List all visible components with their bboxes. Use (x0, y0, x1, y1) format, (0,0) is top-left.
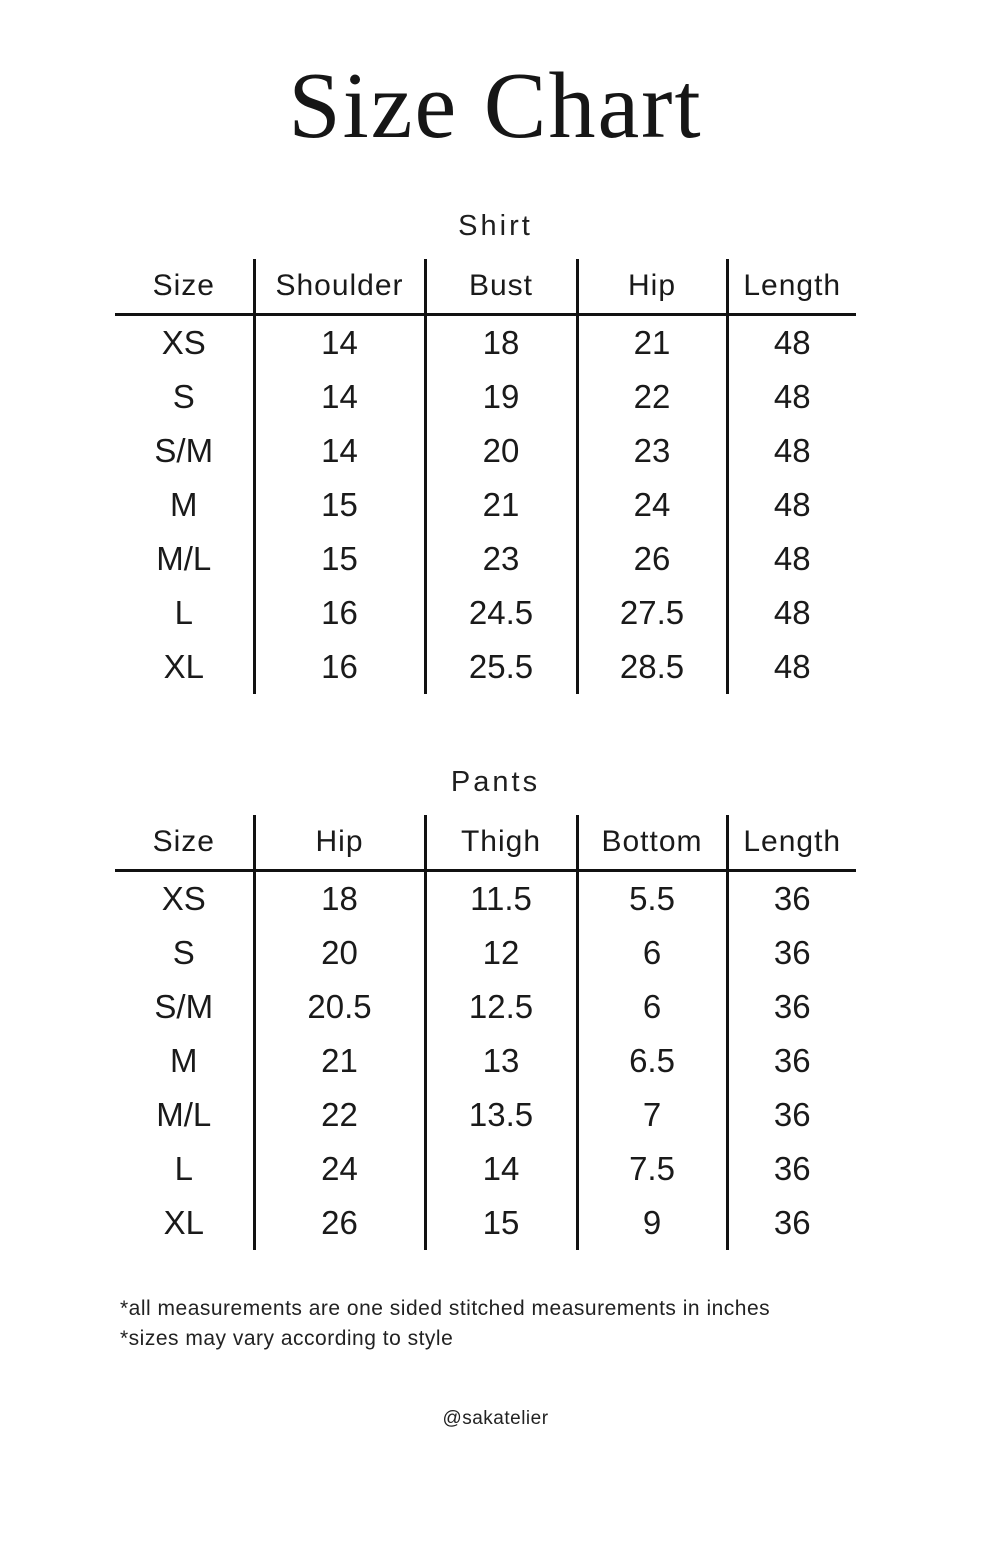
table-cell: 20.5 (254, 980, 425, 1034)
table-cell: 14 (425, 1142, 577, 1196)
table-cell: 36 (727, 1088, 856, 1142)
table-cell: 9 (577, 1196, 727, 1250)
table-row (115, 871, 856, 927)
table-cell: 24 (577, 478, 727, 532)
table-cell: XS (161, 880, 206, 918)
table-cell: S/M (154, 432, 214, 470)
table-cell: 24 (254, 1142, 425, 1196)
table-cell: 18 (425, 315, 577, 371)
table-cell: S (172, 378, 195, 416)
pants-size-table (115, 815, 856, 1250)
table-cell: 13.5 (425, 1088, 577, 1142)
table-cell: 22 (254, 1088, 425, 1142)
table-row (115, 926, 856, 980)
footnotes (120, 1294, 991, 1354)
shirt-header-row (115, 259, 856, 315)
header-cell: Length (727, 259, 856, 315)
table-cell: 21 (425, 478, 577, 532)
table-cell: 23 (577, 424, 727, 478)
table-cell: 48 (727, 532, 856, 586)
header-cell: Thigh (425, 815, 577, 871)
table-cell: S/M (154, 988, 214, 1026)
table-cell: 36 (727, 926, 856, 980)
shirt-section-title: Shirt (458, 210, 533, 243)
table-cell: 20 (425, 424, 577, 478)
table-cell: 36 (727, 980, 856, 1034)
table-cell: M (170, 486, 198, 524)
table-cell: 12.5 (425, 980, 577, 1034)
pants-section-title: Pants (450, 766, 541, 799)
table-row (115, 315, 856, 371)
table-row (115, 586, 856, 640)
table-cell: M (170, 1042, 198, 1080)
table-cell: 36 (727, 871, 856, 927)
table-cell: 48 (727, 478, 856, 532)
table-cell: 16 (254, 586, 425, 640)
table-row (115, 1088, 856, 1142)
table-cell: 26 (254, 1196, 425, 1250)
table-cell: S (172, 934, 195, 972)
table-cell: 19 (425, 370, 577, 424)
table-cell: 48 (727, 315, 856, 371)
table-cell: 26 (577, 532, 727, 586)
header-cell: Bust (425, 259, 577, 315)
table-cell: 15 (254, 532, 425, 586)
table-cell: 18 (254, 871, 425, 927)
header-cell: Shoulder (254, 259, 425, 315)
footnote-style-variation: *sizes may vary according to style (120, 1326, 454, 1350)
shirt-size-table (115, 259, 856, 694)
table-cell: 24.5 (425, 586, 577, 640)
table-row (115, 424, 856, 478)
header-cell: Hip (577, 259, 727, 315)
table-cell: 13 (425, 1034, 577, 1088)
table-cell: 11.5 (425, 871, 577, 927)
table-cell: 22 (577, 370, 727, 424)
brand-handle: @sakatelier (442, 1407, 549, 1429)
table-cell: 23 (425, 532, 577, 586)
table-cell: 6 (577, 926, 727, 980)
table-cell: 14 (254, 424, 425, 478)
table-cell: 48 (727, 424, 856, 478)
table-cell: 48 (727, 586, 856, 640)
header-cell: Hip (254, 815, 425, 871)
table-cell: 36 (727, 1196, 856, 1250)
table-cell: 21 (254, 1034, 425, 1088)
table-cell: 7 (577, 1088, 727, 1142)
table-cell: XS (161, 324, 206, 362)
table-cell: 12 (425, 926, 577, 980)
table-row (115, 1196, 856, 1250)
table-cell: 21 (577, 315, 727, 371)
table-cell: 15 (254, 478, 425, 532)
table-cell: 5.5 (577, 871, 727, 927)
table-cell: 48 (727, 640, 856, 694)
table-cell: 36 (727, 1142, 856, 1196)
table-row (115, 1142, 856, 1196)
table-cell: 6 (577, 980, 727, 1034)
header-cell: Size (115, 259, 254, 315)
footnote-measurements: *all measurements are one sided stitched measurements in inches (120, 1297, 771, 1321)
table-cell: 14 (254, 315, 425, 371)
table-cell: 27.5 (577, 586, 727, 640)
table-cell: M/L (156, 1096, 212, 1134)
table-row (115, 532, 856, 586)
table-cell: 25.5 (425, 640, 577, 694)
page-title: Size Chart (288, 54, 703, 158)
table-row (115, 980, 856, 1034)
table-cell: XL (163, 1204, 204, 1242)
table-cell: 6.5 (577, 1034, 727, 1088)
header-cell: Length (727, 815, 856, 871)
table-cell: 36 (727, 1034, 856, 1088)
table-row (115, 370, 856, 424)
table-cell: L (174, 1150, 193, 1188)
table-cell: 16 (254, 640, 425, 694)
table-row (115, 478, 856, 532)
table-cell: XL (163, 648, 204, 686)
table-cell: 15 (425, 1196, 577, 1250)
table-cell: 28.5 (577, 640, 727, 694)
table-cell: 7.5 (577, 1142, 727, 1196)
pants-header-row (115, 815, 856, 871)
table-cell: L (174, 594, 193, 632)
header-cell: Size (115, 815, 254, 871)
table-row (115, 1034, 856, 1088)
table-cell: 14 (254, 370, 425, 424)
table-cell: 20 (254, 926, 425, 980)
table-row (115, 640, 856, 694)
header-cell: Bottom (577, 815, 727, 871)
table-cell: 48 (727, 370, 856, 424)
table-cell: M/L (156, 540, 212, 578)
